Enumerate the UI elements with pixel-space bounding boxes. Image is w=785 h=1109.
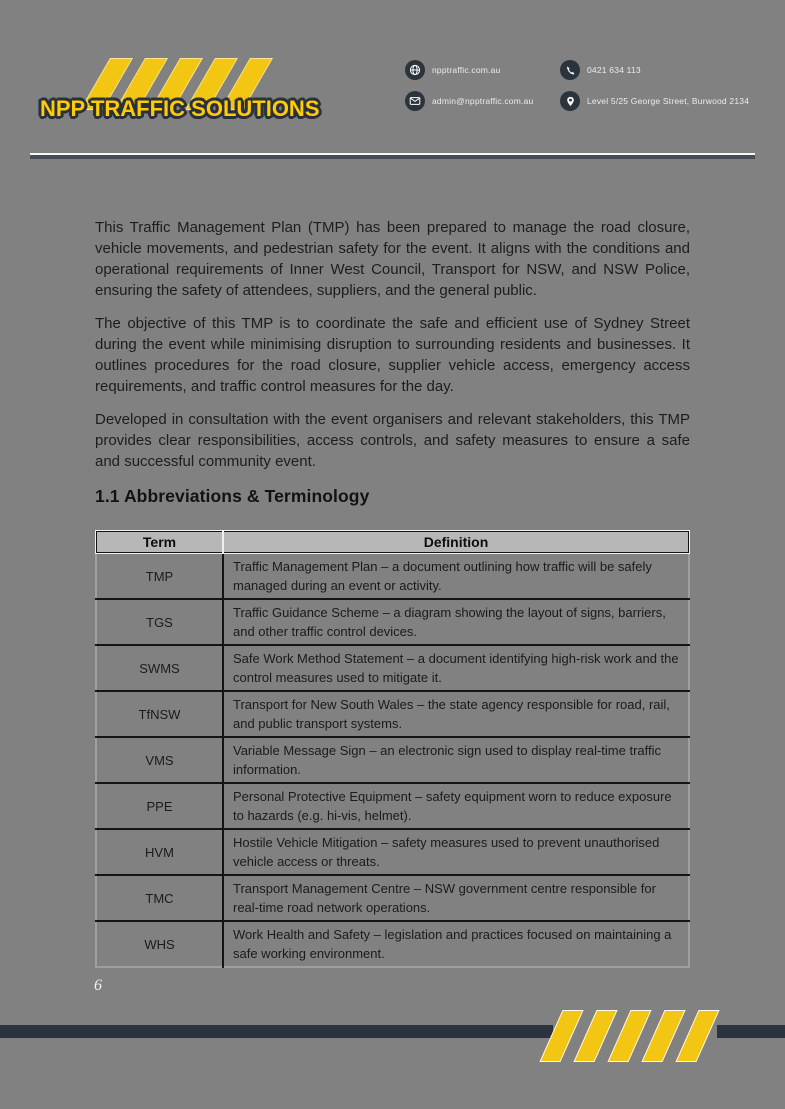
objective-paragraph: The objective of this TMP is to coordinate the safe and efficient use of Sydney Street during the event while minimising disruption to surrounding residents and businesses. It outlines procedures for the road closure, supplier vehicle access, emergency access requirements, and traffic control measures for the day. — [95, 315, 690, 395]
table-row — [96, 875, 689, 921]
logo-wordmark: NPP TRAFFIC SOLUTIONS — [40, 96, 320, 121]
term-cell: TfNSW — [96, 691, 223, 737]
term-cell: SWMS — [96, 645, 223, 691]
table-row — [96, 921, 689, 967]
definition-cell: Work Health and Safety – legislation and practices focused on maintaining a safe working environment. — [223, 921, 689, 967]
email-icon — [405, 91, 425, 111]
table-row — [96, 783, 689, 829]
footer-stripes-icon — [551, 1010, 708, 1062]
phone-contact — [560, 60, 749, 80]
company-logo — [40, 56, 320, 122]
phone-icon — [560, 60, 580, 80]
definition-cell: Transport Management Centre – NSW government centre responsible for real-time road network operations. — [223, 875, 689, 921]
table-row — [96, 691, 689, 737]
consultation-paragraph: Developed in consultation with the event organisers and relevant stakeholders, this TMP provides clear responsibilities, access controls, and safety measures to ensure a safe and successful community event. — [95, 411, 690, 470]
table-row — [96, 829, 689, 875]
definition-cell: Transport for New South Wales – the state agency responsible for road, rail, and public transport systems. — [223, 691, 689, 737]
footer-bar-right — [717, 1025, 785, 1038]
table-header-row — [96, 531, 689, 553]
term-column-header: Term — [96, 531, 223, 553]
page-number: 6 — [94, 977, 102, 994]
term-cell: TMP — [96, 553, 223, 599]
definition-cell: Safe Work Method Statement – a document identifying high-risk work and the control measures used to mitigate it. — [223, 645, 689, 691]
website-text: npptraffic.com.au — [432, 65, 501, 75]
term-cell: WHS — [96, 921, 223, 967]
email-contact — [405, 91, 560, 111]
address-contact — [560, 91, 749, 111]
document-body — [95, 217, 690, 968]
term-cell: PPE — [96, 783, 223, 829]
intro-paragraph: This Traffic Management Plan (TMP) has been prepared to manage the road closure, vehicle movements, and pedestrian safety for the event. It aligns with the conditions and operational requirements of Inner West Council, Transport for NSW, and NSW Police, ensuring the safety of attendees, suppliers, and the general public. — [95, 219, 690, 299]
footer-bar-left — [0, 1025, 553, 1038]
table-row — [96, 737, 689, 783]
table-row — [96, 599, 689, 645]
globe-icon — [405, 60, 425, 80]
definition-cell: Personal Protective Equipment – safety equipment worn to reduce exposure to hazards (e.g. hi-vis, helmet). — [223, 783, 689, 829]
website-contact — [405, 60, 560, 80]
address-text: Level 5/25 George Street, Burwood 2134 — [587, 96, 750, 106]
term-cell: TGS — [96, 599, 223, 645]
definition-cell: Traffic Management Plan – a document outlining how traffic will be safely managed during an event or activity. — [223, 553, 689, 599]
term-cell: TMC — [96, 875, 223, 921]
definition-column-header: Definition — [223, 531, 689, 553]
phone-text: 0421 634 113 — [587, 65, 641, 75]
location-pin-icon — [560, 91, 580, 111]
term-cell: HVM — [96, 829, 223, 875]
email-text: admin@npptraffic.com.au — [432, 96, 534, 106]
contact-info-block — [405, 60, 749, 111]
section-heading: 1.1 Abbreviations & Terminology — [95, 486, 370, 506]
abbreviation-table-body — [96, 553, 689, 967]
definition-cell: Hostile Vehicle Mitigation – safety measures used to prevent unauthorised vehicle access or threats. — [223, 829, 689, 875]
abbreviations-table — [95, 530, 690, 968]
table-row — [96, 645, 689, 691]
table-row — [96, 553, 689, 599]
definition-cell: Traffic Guidance Scheme – a diagram showing the layout of signs, barriers, and other traffic control devices. — [223, 599, 689, 645]
definition-cell: Variable Message Sign – an electronic sign used to display real-time traffic information. — [223, 737, 689, 783]
header-divider — [30, 153, 755, 159]
term-cell: VMS — [96, 737, 223, 783]
